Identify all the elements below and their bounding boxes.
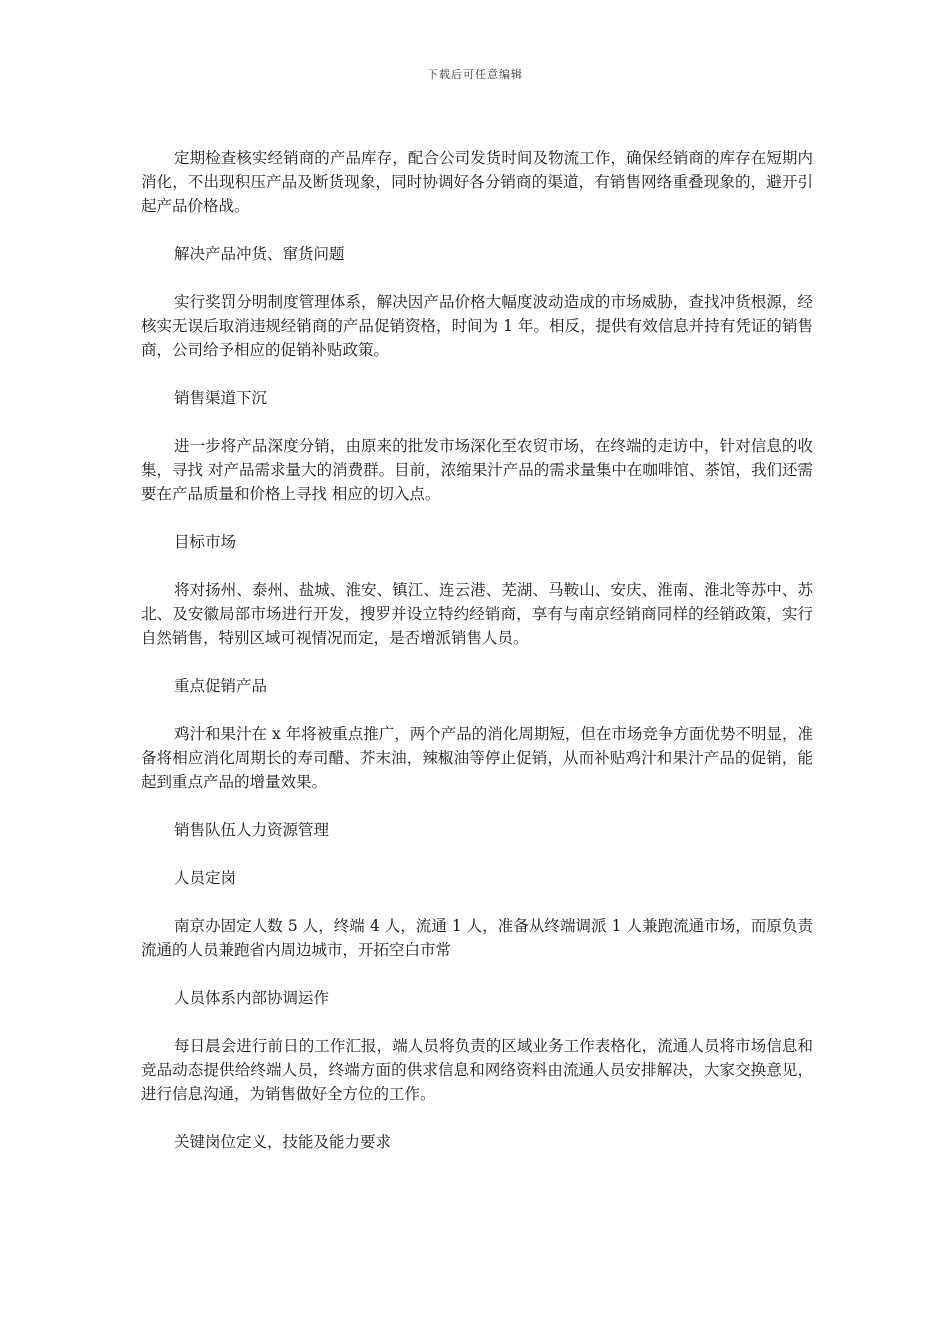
document-body [141, 146, 813, 1178]
section-heading-target-market: 目标市场 [174, 533, 237, 551]
paragraph-target-market: 将对扬州、泰州、盐城、淮安、镇江、连云港、芜湖、马鞍山、安庆、淮南、淮北等苏中、苏北、及安徽局部市场进行开发，搜罗并设立特约经销商，享有与南京经销商同样的经销政策，实行自然销售，特别区域可视情况而定，是否增派销售人员。 [141, 581, 813, 647]
page-header: 下载后可任意编辑 [427, 68, 523, 81]
section-heading-hr-management: 销售队伍人力资源管理 [174, 821, 330, 839]
paragraph-key-products: 鸡汁和果汁在 x 年将被重点推广，两个产品的消化周期短，但在市场竞争方面优势不明显，准备将相应消化周期长的寿司醋、芥末油，辣椒油等停止促销，从而补贴鸡汁和果汁产品的促销，能起到重点产品的增量效果。 [141, 725, 813, 791]
section-heading-internal-coordination: 人员体系内部协调运作 [174, 989, 330, 1007]
section-heading-key-positions: 关键岗位定义，技能及能力要求 [174, 1133, 392, 1151]
paragraph-inventory-check: 定期检查核实经销商的产品库存，配合公司发货时间及物流工作，确保经销商的库存在短期内消化，不出现积压产品及断货现象，同时协调好各分销商的渠道，有销售网络重叠现象的，避开引起产品价格战。 [141, 149, 813, 215]
section-heading-staffing: 人员定岗 [174, 869, 237, 887]
paragraph-internal-coordination: 每日晨会进行前日的工作汇报，端人员将负责的区域业务工作表格化，流通人员将市场信息和竞品动态提供给终端人员，终端方面的供求信息和网络资料由流通人员安排解决，大家交换意见，进行信息沟通，为销售做好全方位的工作。 [141, 1037, 813, 1103]
section-heading-cross-selling: 解决产品冲货、窜货问题 [174, 245, 345, 263]
paragraph-staffing: 南京办固定人数 5 人，终端 4 人，流通 1 人，准备从终端调派 1 人兼跑流通市场，而原负责流通的人员兼跑省内周边城市，开拓空白市常 [141, 917, 813, 959]
paragraph-reward-penalty: 实行奖罚分明制度管理体系，解决因产品价格大幅度波动造成的市场威胁，查找冲货根源，经核实无误后取消违规经销商的产品促销资格，时间为 1 年。相反，提供有效信息并持有凭证的销售商，公司给予相应的促销补贴政策。 [141, 293, 813, 359]
section-heading-channel-sinking: 销售渠道下沉 [174, 389, 268, 407]
section-heading-key-products: 重点促销产品 [174, 677, 268, 695]
paragraph-deep-distribution: 进一步将产品深度分销，由原来的批发市场深化至农贸市场，在终端的走访中，针对信息的收集，寻找 对产品需求量大的消费群。目前，浓缩果汁产品的需求量集中在咖啡馆、茶馆，我们还需要在产品质量和价格上寻找 相应的切入点。 [141, 437, 813, 503]
